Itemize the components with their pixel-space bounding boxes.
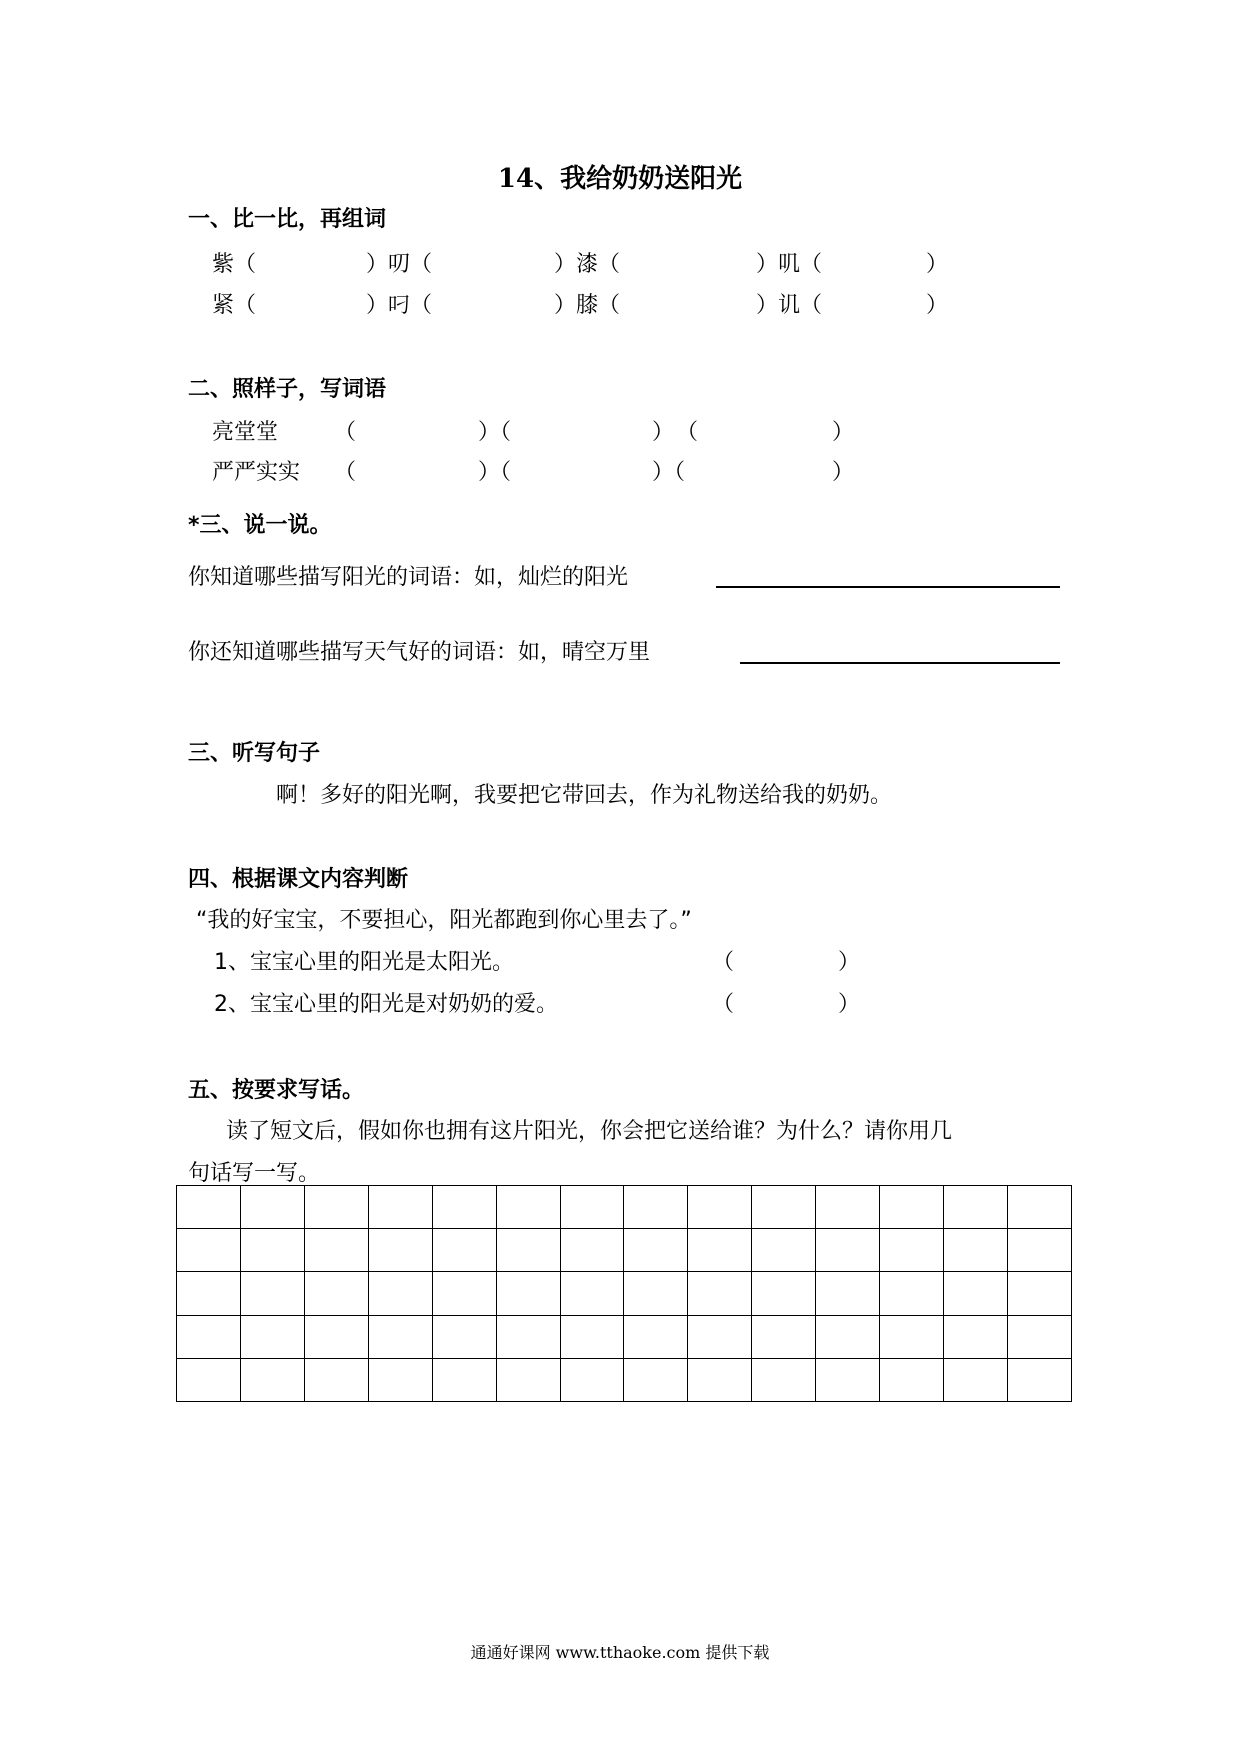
grid-cell[interactable] xyxy=(688,1229,752,1272)
quote-text: “我的好宝宝，不要担心，阳光都跑到你心里去了。” xyxy=(196,908,692,933)
dictation-sentence: 啊！多好的阳光啊，我要把它带回去，作为礼物送给我的奶奶。 xyxy=(276,783,893,808)
grid-cell[interactable] xyxy=(944,1272,1008,1315)
compare-row1-item2: ）叨（ xyxy=(366,252,433,277)
grid-row xyxy=(177,1272,1072,1315)
compare-row1-item4: ）叽（ xyxy=(756,252,823,277)
grid-cell[interactable] xyxy=(177,1358,241,1401)
compare-row2-close: ） xyxy=(926,293,949,318)
grid-cell[interactable] xyxy=(304,1272,368,1315)
grid-cell[interactable] xyxy=(752,1358,816,1401)
grid-cell[interactable] xyxy=(177,1272,241,1315)
grid-cell[interactable] xyxy=(624,1272,688,1315)
compare-row2-item4: ）讥（ xyxy=(756,293,823,318)
paren-r2-b: ）（ xyxy=(478,460,512,485)
compare-row1-item3: ）漆（ xyxy=(554,252,621,277)
example-word-1: 亮堂堂 xyxy=(212,420,279,445)
grid-cell[interactable] xyxy=(432,1186,496,1229)
grid-row xyxy=(177,1358,1072,1401)
grid-cell[interactable] xyxy=(496,1315,560,1358)
section3b-heading: 三、听写句子 xyxy=(188,741,321,766)
footer-credit: 通通好课网 www.tthaoke.com 提供下载 xyxy=(470,1643,770,1662)
grid-cell[interactable] xyxy=(624,1229,688,1272)
grid-cell[interactable] xyxy=(1007,1229,1071,1272)
grid-cell[interactable] xyxy=(240,1358,304,1401)
grid-cell[interactable] xyxy=(816,1272,880,1315)
grid-cell[interactable] xyxy=(432,1358,496,1401)
grid-cell[interactable] xyxy=(944,1315,1008,1358)
grid-cell[interactable] xyxy=(240,1186,304,1229)
grid-cell[interactable] xyxy=(752,1272,816,1315)
grid-cell[interactable] xyxy=(944,1186,1008,1229)
page-title: 14、我给奶奶送阳光 xyxy=(497,164,743,194)
grid-cell[interactable] xyxy=(240,1272,304,1315)
answer-line-2[interactable] xyxy=(740,662,1060,664)
grid-cell[interactable] xyxy=(624,1186,688,1229)
grid-cell[interactable] xyxy=(560,1315,624,1358)
grid-cell[interactable] xyxy=(944,1358,1008,1401)
paren-r1-c: ） xyxy=(652,420,675,445)
section5-heading: 五、按要求写话。 xyxy=(188,1078,365,1103)
judge-paren-open-1: （ xyxy=(712,950,735,975)
writing-grid[interactable] xyxy=(176,1185,1072,1402)
grid-cell[interactable] xyxy=(560,1272,624,1315)
writing-prompt-line1: 读了短文后，假如你也拥有这片阳光，你会把它送给谁？为什么？请你用几 xyxy=(226,1119,953,1144)
grid-cell[interactable] xyxy=(368,1229,432,1272)
grid-cell[interactable] xyxy=(1007,1186,1071,1229)
grid-cell[interactable] xyxy=(880,1358,944,1401)
grid-cell[interactable] xyxy=(304,1315,368,1358)
grid-cell[interactable] xyxy=(177,1315,241,1358)
grid-cell[interactable] xyxy=(816,1229,880,1272)
grid-cell[interactable] xyxy=(816,1315,880,1358)
grid-row xyxy=(177,1315,1072,1358)
grid-cell[interactable] xyxy=(880,1186,944,1229)
grid-cell[interactable] xyxy=(496,1229,560,1272)
judge-paren-close-2: ） xyxy=(838,992,861,1017)
judge-paren-open-2: （ xyxy=(712,992,735,1017)
grid-cell[interactable] xyxy=(624,1315,688,1358)
paren-r2-a: （ xyxy=(334,460,357,485)
compare-row2-item2: ）叼（ xyxy=(366,293,433,318)
paren-r1-d: （ xyxy=(676,420,699,445)
grid-cell[interactable] xyxy=(624,1358,688,1401)
grid-cell[interactable] xyxy=(560,1186,624,1229)
grid-cell[interactable] xyxy=(752,1229,816,1272)
paren-r1-e: ） xyxy=(832,420,855,445)
grid-cell[interactable] xyxy=(944,1229,1008,1272)
paren-r1-b: ）（ xyxy=(478,420,512,445)
grid-cell[interactable] xyxy=(752,1186,816,1229)
grid-cell[interactable] xyxy=(1007,1358,1071,1401)
paren-r2-d: ） xyxy=(832,460,855,485)
grid-cell[interactable] xyxy=(368,1358,432,1401)
grid-cell[interactable] xyxy=(304,1229,368,1272)
paren-r1-a: （ xyxy=(334,420,357,445)
paren-r2-c: ）（ xyxy=(652,460,686,485)
grid-cell[interactable] xyxy=(432,1229,496,1272)
section1-heading: 一、比一比，再组词 xyxy=(188,207,387,232)
grid-cell[interactable] xyxy=(304,1358,368,1401)
compare-row1-close: ） xyxy=(926,252,949,277)
compare-row2-item1: 紧（ xyxy=(212,293,257,318)
grid-cell[interactable] xyxy=(496,1358,560,1401)
grid-cell[interactable] xyxy=(816,1358,880,1401)
section3a-heading: *三、说一说。 xyxy=(188,513,332,538)
section2-heading: 二、照样子，写词语 xyxy=(188,377,387,402)
question-sunshine-words: 你知道哪些描写阳光的词语：如，灿烂的阳光 xyxy=(188,565,629,590)
section4-heading: 四、根据课文内容判断 xyxy=(188,867,409,892)
grid-cell[interactable] xyxy=(368,1186,432,1229)
grid-cell[interactable] xyxy=(240,1229,304,1272)
grid-cell[interactable] xyxy=(240,1315,304,1358)
grid-cell[interactable] xyxy=(177,1229,241,1272)
grid-cell[interactable] xyxy=(752,1315,816,1358)
grid-cell[interactable] xyxy=(560,1229,624,1272)
judge-item-2: 2、宝宝心里的阳光是对奶奶的爱。 xyxy=(214,992,558,1017)
grid-cell[interactable] xyxy=(432,1272,496,1315)
question-weather-words: 你还知道哪些描写天气好的词语：如，晴空万里 xyxy=(188,640,651,665)
example-word-2: 严严实实 xyxy=(212,460,301,485)
judge-paren-close-1: ） xyxy=(838,950,861,975)
grid-cell[interactable] xyxy=(688,1358,752,1401)
compare-row2-item3: ）膝（ xyxy=(554,293,621,318)
grid-cell[interactable] xyxy=(1007,1315,1071,1358)
judge-item-1: 1、宝宝心里的阳光是太阳光。 xyxy=(214,950,514,975)
writing-prompt-line2: 句话写一写。 xyxy=(188,1161,321,1186)
grid-cell[interactable] xyxy=(496,1186,560,1229)
grid-cell[interactable] xyxy=(177,1186,241,1229)
grid-cell[interactable] xyxy=(432,1315,496,1358)
grid-cell[interactable] xyxy=(688,1186,752,1229)
grid-row xyxy=(177,1186,1072,1229)
grid-cell[interactable] xyxy=(560,1358,624,1401)
grid-cell[interactable] xyxy=(816,1186,880,1229)
compare-row1-item1: 紫（ xyxy=(212,252,257,277)
grid-cell[interactable] xyxy=(880,1229,944,1272)
answer-line-1[interactable] xyxy=(716,586,1060,588)
grid-cell[interactable] xyxy=(1007,1272,1071,1315)
grid-cell[interactable] xyxy=(880,1272,944,1315)
grid-cell[interactable] xyxy=(688,1272,752,1315)
grid-cell[interactable] xyxy=(880,1315,944,1358)
grid-row xyxy=(177,1229,1072,1272)
grid-cell[interactable] xyxy=(304,1186,368,1229)
grid-cell[interactable] xyxy=(688,1315,752,1358)
grid-cell[interactable] xyxy=(496,1272,560,1315)
grid-cell[interactable] xyxy=(368,1315,432,1358)
grid-cell[interactable] xyxy=(368,1272,432,1315)
